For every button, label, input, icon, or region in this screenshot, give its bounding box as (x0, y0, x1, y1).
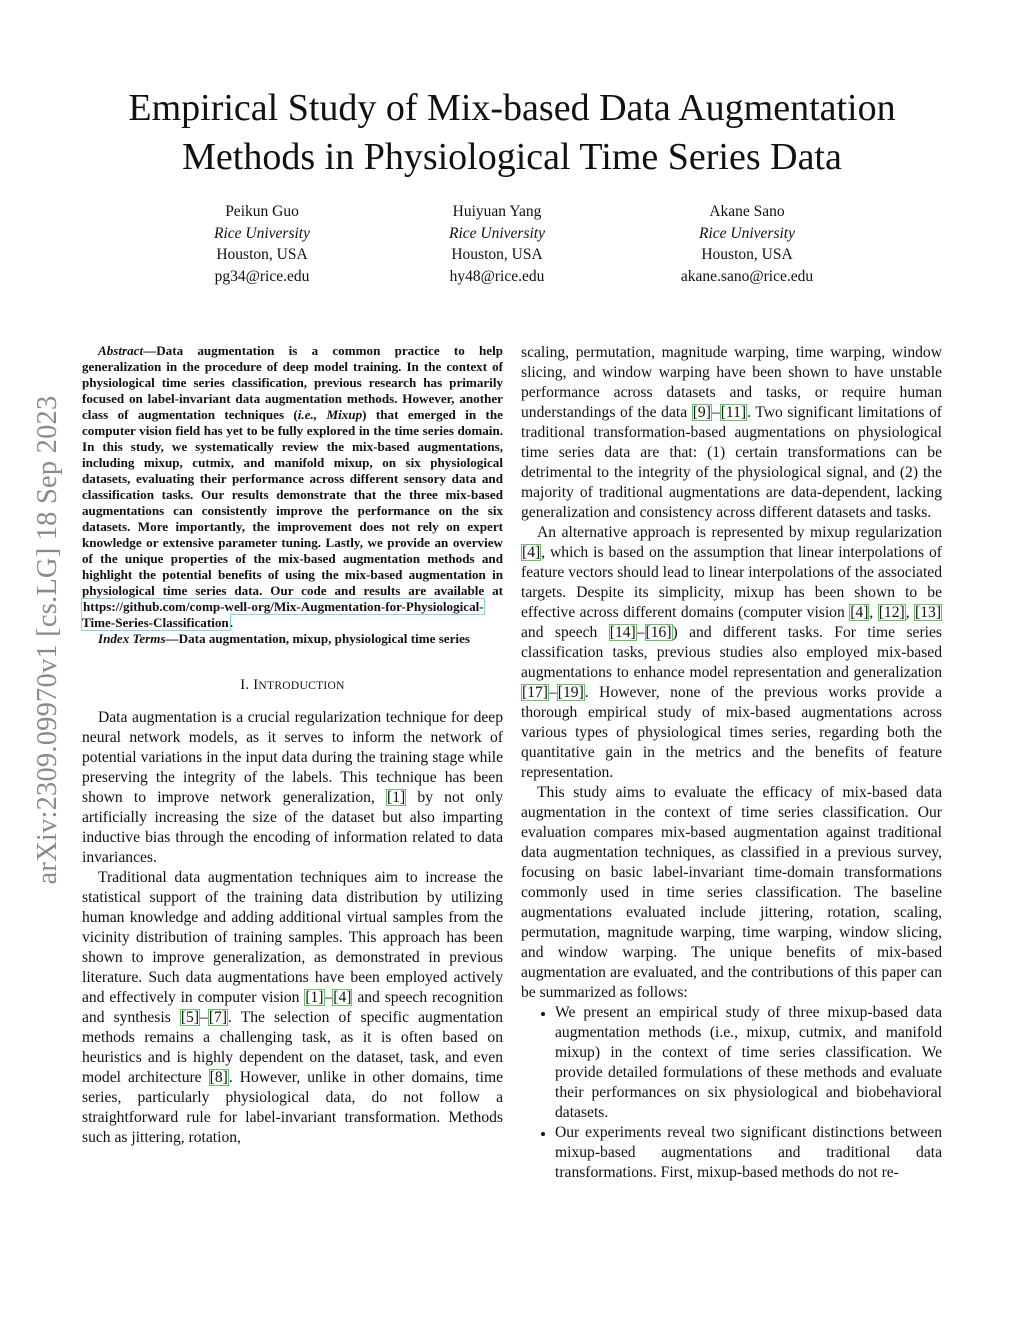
citation-link[interactable]: [19] (557, 684, 584, 701)
author-affiliation: Rice University (449, 224, 545, 242)
author-location: Houston, USA (701, 246, 793, 263)
abstract-label: Abstract (98, 343, 144, 358)
index-terms: Index Terms—Data augmentation, mixup, physiological time series (98, 631, 470, 646)
paper-title-line-1: Empirical Study of Mix-based Data Augmentation (128, 87, 896, 129)
intro-paragraph: Traditional data augmentation techniques aim to increase the statistical support of the training data distribution by utilizing human knowledge and adding additional virtual samples from the vicinity distribution of training samples. This approach has been shown to improve generalization, as demonstrated in previous literature. Such data augmentations have been employed actively and effectively in computer vision [1]–[4] and speech recognition and synthesis [5]–[7]. The selection of specific augmentation methods remains a challenging task, as it is often based on heuristics and is highly dependent on the dataset, task, and even model architecture [8]. However, unlike in other domains, time series, particularly physiological data, do not follow a straightforward rule for label-invariant transformation. Methods such as jittering, rotation, (82, 869, 504, 1146)
author-location: Houston, USA (451, 246, 543, 263)
arxiv-identifier-text: arXiv:2309.09970v1 [cs.LG] 18 Sep 2023 (32, 395, 63, 885)
citation-link[interactable]: [4] (333, 989, 352, 1006)
index-terms-label: Index Terms (98, 631, 166, 646)
citation-link[interactable]: [13] (915, 604, 942, 621)
right-column (521, 343, 942, 1183)
paper-title-line-2: Methods in Physiological Time Series Data (182, 136, 842, 178)
citation-link[interactable]: [16] (645, 624, 672, 641)
citation-link[interactable]: [1] (387, 789, 406, 806)
list-item: • Our experiments reveal two significant distinctions between mixup-based augmentations and traditional data transformations. First, mixup-based methods do not re- (555, 1123, 942, 1183)
author-block (627, 201, 867, 287)
citation-link[interactable]: [12] (878, 604, 905, 621)
author-name: Akane Sano (709, 203, 785, 220)
abstract: Abstract—Data augmentation is a common practice to help generalization in the procedure of deep model training. In the context of physiological time series classification, previous research has primarily focused on label-invariant data augmentation methods. However, another class of augmentation techniques (i.e., Mixup) that emerged in the computer vision field has yet to be fully explored in the time series domain. In this study, we systematically review the mix-based augmentations, including mixup, cutmix, and manifold mixup, on six physiological datasets, evaluating their performance across different sensory data and classification tasks. Our results demonstrate that the three mix-based augmentations can consistently improve the performance on the six datasets. More importantly, the improvement does not rely on expert knowledge or extensive parameter tuning. Lastly, we provide an overview of the unique properties of the mix-based augmentation methods and highlight the potential benefits of using the mix-based augmentation in physiological time series data. Our code and results are available at https://github.com/comp-well-org/Mix-Augmentation-for-Physiological-Time-Series-Classification. (82, 343, 503, 630)
author-location: Houston, USA (216, 246, 308, 263)
intro-paragraph: This study aims to evaluate the efficacy of mix-based data augmentation in the context of time series classification. Our evaluation compares mix-based augmentation against traditional data augmentation techniques, as classified in a previous survey, focusing on basic label-invariant time-domain transformations commonly used in time series classification. The baseline augmentations evaluated include jittering, rotation, scaling, permutation, magnitude warping, time warping, window slicing, and window warping. The unique benefits of mix-based augmentation are evaluated, and the contributions of this paper can be summarized as follows: (521, 784, 942, 1001)
citation-link[interactable]: [11] (720, 404, 747, 421)
author-block (142, 201, 382, 287)
intro-paragraph: Data augmentation is a crucial regularization technique for deep neural network models, as it serves to inform the network of potential variations in the input data during the training stage while preserving the integrity of the labels. This technique has been shown to improve network generalization, [1] by not only artificially increasing the size of the dataset but also imparting inductive bias through the encoding of information related to data invariances. (82, 709, 503, 866)
citation-link[interactable]: [5] (180, 1009, 200, 1026)
author-affiliation: Rice University (699, 224, 795, 242)
author-block (377, 201, 617, 287)
author-email: hy48@rice.edu (449, 267, 545, 285)
paper-title (60, 84, 964, 182)
citation-link[interactable]: [8] (209, 1069, 228, 1086)
contributions-list (521, 1003, 942, 1183)
author-name: Peikun Guo (225, 203, 299, 220)
code-repository-link[interactable]: https://github.com/comp-well-org/Mix-Augmentation-for-Physiological-Time-Series-Classification (82, 599, 484, 630)
author-email: akane.sano@rice.edu (680, 267, 814, 285)
author-name: Huiyuan Yang (452, 203, 542, 220)
left-column (82, 343, 503, 1148)
author-email: pg34@rice.edu (214, 267, 310, 285)
citation-link[interactable]: [4] (850, 604, 869, 621)
list-item: • We present an empirical study of three mixup-based data augmentation methods (i.e., mixup, cutmix, and manifold mixup) in the context of time series classification. We provide detailed formulations of these methods and evaluate their performances on six physiological and biobehavioral datasets. (555, 1003, 942, 1123)
author-affiliation: Rice University (214, 224, 310, 242)
citation-link[interactable]: [17] (522, 684, 548, 701)
intro-paragraph: An alternative approach is represented by mixup regularization [4], which is based on the assumption that linear interpolations of feature vectors should lead to linear interpolations of the associated targets. Despite its simplicity, mixup has been shown to be effective across different domains (computer vision [4], [12], [13] and speech [14]–[16]) and different tasks. For time series classification tasks, previous studies also employed mix-based augmentations to enhance model representation and generalization [17]–[19]. However, none of the previous works provide a thorough empirical study of mix-based augmentations across various types of physiological times series, regarding both the quantitative gain in the metrics and the benefits of feature representation. (521, 524, 942, 781)
section-heading-introduction: I. INTRODUCTION (240, 677, 345, 693)
citation-link[interactable]: [1] (305, 989, 324, 1006)
citation-link[interactable]: [9] (692, 404, 711, 421)
citation-link[interactable]: [7] (208, 1009, 228, 1026)
citation-link[interactable]: [4] (522, 544, 541, 561)
citation-link[interactable]: [14] (609, 624, 636, 641)
intro-paragraph: scaling, permutation, magnitude warping, time warping, window slicing, and window warping have been shown to have unstable performance across datasets and tasks, or require human understandings of the data [9]–[11]. Two significant limitations of traditional transformation-based augmentations on physiological time series data are that: (1) certain transformations can be detrimental to the integrity of the physiological signal, and (2) the majority of traditional augmentations are data-dependent, lacking generalization and consistency across different datasets and tasks. (521, 344, 942, 521)
